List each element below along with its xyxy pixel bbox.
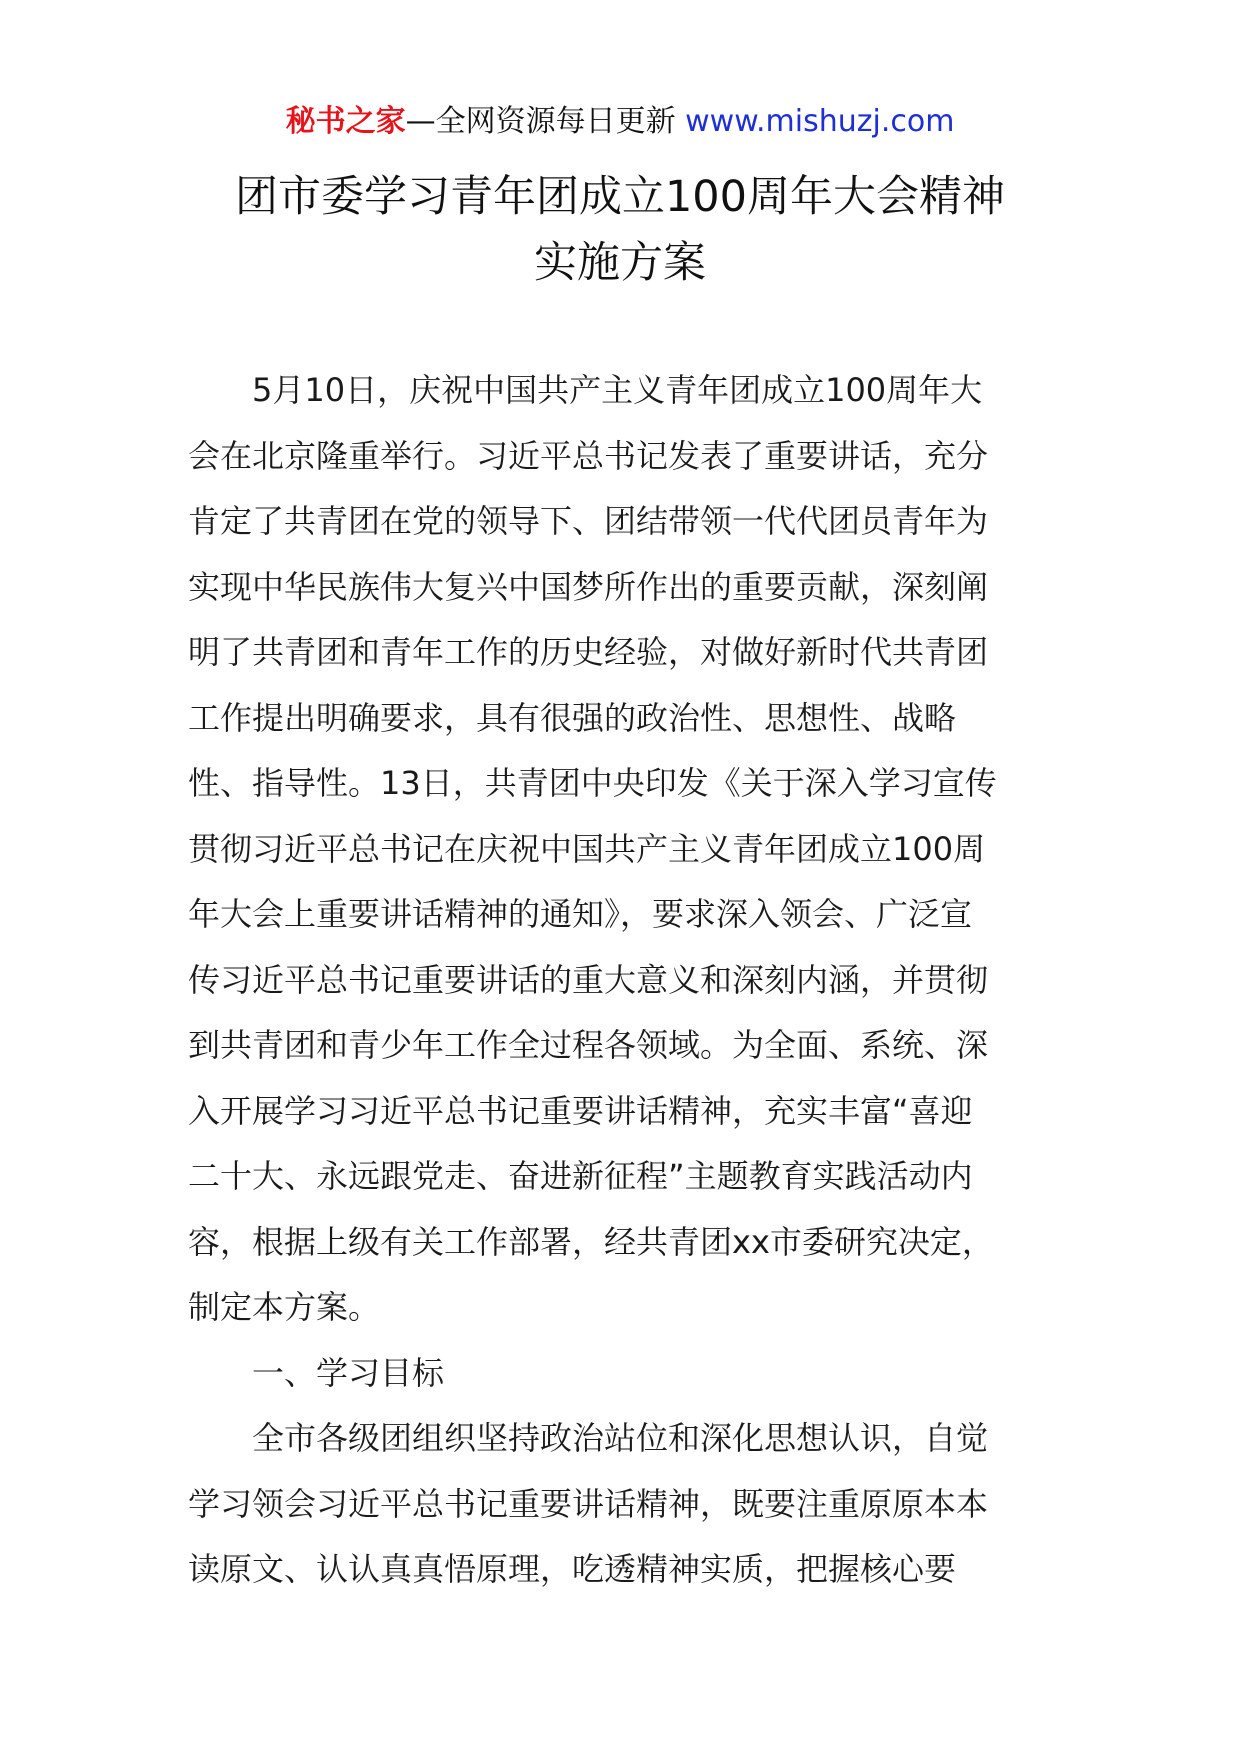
body-line: 全市各级团组织坚持政治站位和深化思想认识，自觉 [252,1419,989,1457]
body-line: 实现中华民族伟大复兴中国梦所作出的重要贡献，深刻阐 [188,567,989,606]
body-line: 读原文、认认真真悟原理，吃透精神实质，把握核心要 [188,1550,957,1588]
site-slogan: —全网资源每日更新 [405,104,676,139]
body-line: 性、指导性。13日，共青团中央印发《关于深入学习宣传 [188,764,997,802]
body-line: 年大会上重要讲话精神的通知》，要求深入领会、广泛宣 [188,895,973,933]
document-body [188,358,1058,1603]
site-url-link[interactable]: www.mishuzj.com [685,104,955,139]
document-title [150,164,1090,296]
body-line: 学习领会习近平总书记重要讲话精神，既要注重原原本本 [188,1484,989,1523]
body-line: 肯定了共青团在党的领导下、团结带领一代代团员青年为 [188,502,989,540]
body-line: 制定本方案。 [188,1288,381,1326]
body-line: 容，根据上级有关工作部署，经共青团xx市委研究决定， [188,1222,994,1261]
body-line: 到共青团和青少年工作全过程各领域。为全面、系统、深 [188,1026,989,1064]
body-line: 5月10日，庆祝中国共产主义青年团成立100周年大 [252,371,983,409]
body-line: 二十大、永远跟党走、奋进新征程”主题教育实践活动内 [188,1157,973,1195]
body-line: 贯彻习近平总书记在庆祝中国共产主义青年团成立100周 [188,829,986,868]
body-line: 会在北京隆重举行。习近平总书记发表了重要讲话，充分 [188,436,989,475]
body-line: 明了共青团和青年工作的历史经验，对做好新时代共青团 [188,633,989,671]
body-line: 入开展学习习近平总书记重要讲话精神，充实丰富“喜迎 [188,1091,973,1130]
body-line: 传习近平总书记重要讲话的重大意义和深刻内涵，并贯彻 [188,960,989,999]
site-brand: 秘书之家 [285,104,406,139]
document-title-line-1: 团市委学习青年团成立100周年大会精神 [234,172,1006,222]
document-title-line-2: 实施方案 [534,238,706,288]
body-line: 工作提出明确要求，具有很强的政治性、思想性、战略 [188,698,957,737]
site-header [0,100,1240,144]
section-heading: 一、学习目标 [252,1353,445,1392]
